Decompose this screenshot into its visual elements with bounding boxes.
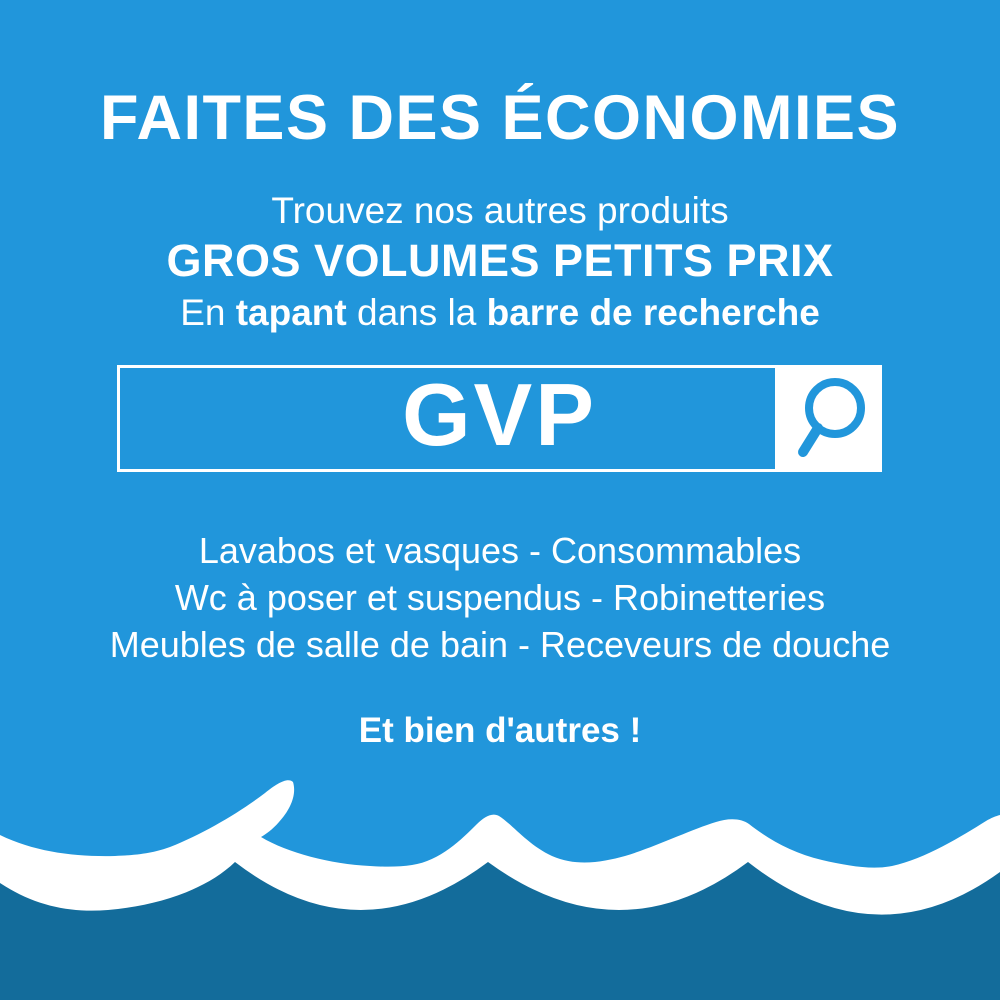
instruction-bold-searchbar: barre de recherche (486, 292, 820, 333)
instruction-part: dans la (346, 292, 487, 333)
highlight-text: GROS VOLUMES PETITS PRIX (166, 235, 834, 286)
intro-text: Trouvez nos autres produits (271, 190, 729, 231)
product-line: Lavabos et vasques - Consommables (198, 530, 802, 571)
instruction-part: En (180, 292, 236, 333)
search-button[interactable] (775, 365, 882, 472)
headline: FAITES DES ÉCONOMIES (99, 83, 901, 153)
instruction-text (0, 290, 1000, 335)
product-line: Wc à poser et suspendus - Robinetteries (174, 577, 826, 618)
footer-text: Et bien d'autres ! (358, 711, 642, 750)
search-bar[interactable] (117, 365, 882, 472)
product-line: Meubles de salle de bain - Receveurs de douche (109, 624, 891, 665)
search-icon (775, 365, 882, 472)
wave-decoration (0, 750, 1000, 1000)
product-list (0, 527, 1000, 668)
search-query-text: GVP (402, 364, 597, 464)
instruction-bold-tapant: tapant (235, 292, 347, 333)
